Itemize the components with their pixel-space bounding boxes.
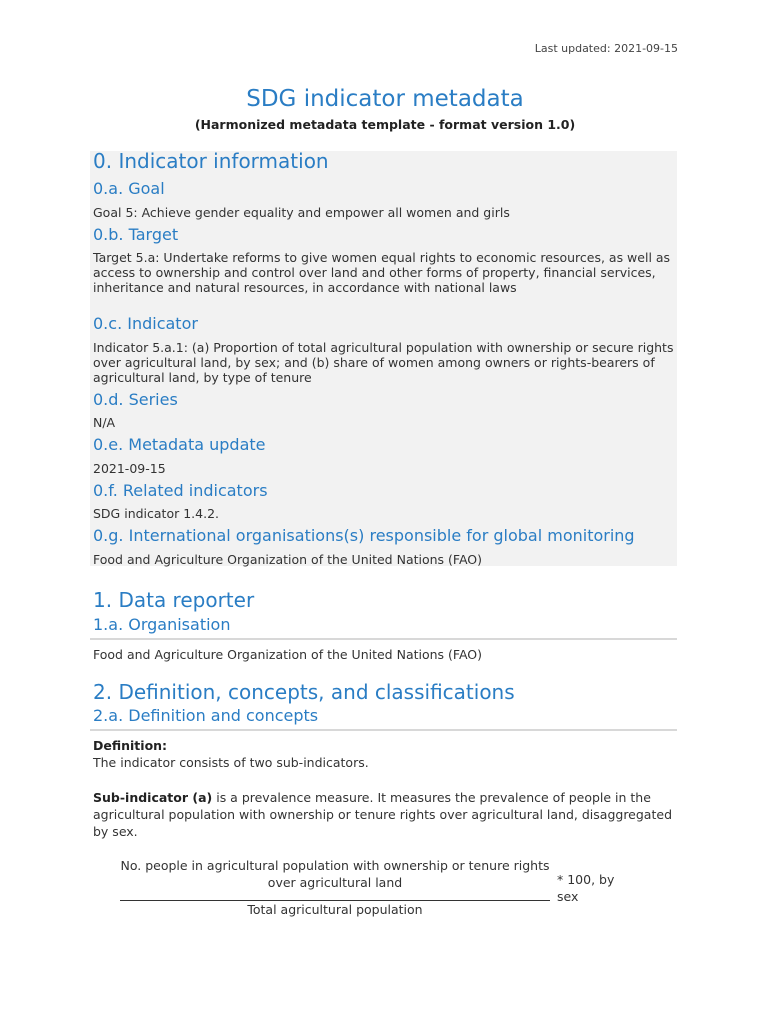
- section-divider: [90, 729, 677, 731]
- section-2-heading: 2. Definition, concepts, and classifications: [93, 680, 515, 704]
- target-heading: 0.b. Target: [93, 225, 179, 244]
- target-text: Target 5.a: Undertake reforms to give women equal rights to economic resources, as well as access to ownership and control over land and other forms of property, financial services, inheritance and natural resources, in accordance with national laws: [93, 250, 671, 295]
- formula-fraction-line: [120, 900, 550, 901]
- section-0-heading: 0. Indicator information: [93, 149, 329, 173]
- formula-numerator: No. people in agricultural population with ownership or tenure rights over agricultural land: [120, 858, 550, 890]
- related-indicators-text: SDG indicator 1.4.2.: [93, 506, 219, 521]
- sub-indicator-a-label: Sub-indicator (a): [93, 790, 213, 805]
- metadata-update-heading: 0.e. Metadata update: [93, 435, 266, 454]
- definition-text: The indicator consists of two sub-indicators.: [93, 755, 369, 770]
- indicator-text: Indicator 5.a.1: (a) Proportion of total agricultural population with ownership or secure rights over agricultural land, by sex; and (b) share of women among owners or rights-bearers of agricultural land, by type of tenure: [93, 340, 674, 385]
- series-text: N/A: [93, 415, 116, 430]
- section-1-heading: 1. Data reporter: [93, 588, 255, 612]
- goal-text: Goal 5: Achieve gender equality and empower all women and girls: [93, 205, 510, 220]
- page-title: SDG indicator metadata: [246, 86, 524, 112]
- related-indicators-heading: 0.f. Related indicators: [93, 481, 268, 500]
- definition-label: Definition:: [93, 738, 168, 753]
- definition-heading: 2.a. Definition and concepts: [93, 706, 319, 725]
- organisation-text: Food and Agriculture Organization of the United Nations (FAO): [93, 647, 483, 662]
- last-updated-text: Last updated: 2021-09-15: [534, 42, 678, 55]
- intl-orgs-heading: 0.g. International organisations(s) responsible for global monitoring: [93, 526, 635, 545]
- formula-denominator: Total agricultural population: [247, 902, 423, 917]
- organisation-heading: 1.a. Organisation: [93, 615, 231, 634]
- goal-heading: 0.a. Goal: [93, 179, 165, 198]
- indicator-heading: 0.c. Indicator: [93, 314, 198, 333]
- section-divider: [90, 638, 677, 640]
- intl-orgs-text: Food and Agriculture Organization of the United Nations (FAO): [93, 552, 483, 567]
- metadata-update-text: 2021-09-15: [93, 461, 166, 476]
- formula-multiplier: * 100, by sex: [557, 872, 615, 904]
- series-heading: 0.d. Series: [93, 390, 178, 409]
- page-subtitle: (Harmonized metadata template - format version 1.0): [194, 117, 576, 132]
- sub-indicator-a-text: is a prevalence measure. It measures the prevalence of people in the agricultural population with ownership or tenure rights over agricultural land, disaggregated by sex.: [93, 790, 672, 839]
- sub-indicator-a-paragraph: [93, 789, 676, 840]
